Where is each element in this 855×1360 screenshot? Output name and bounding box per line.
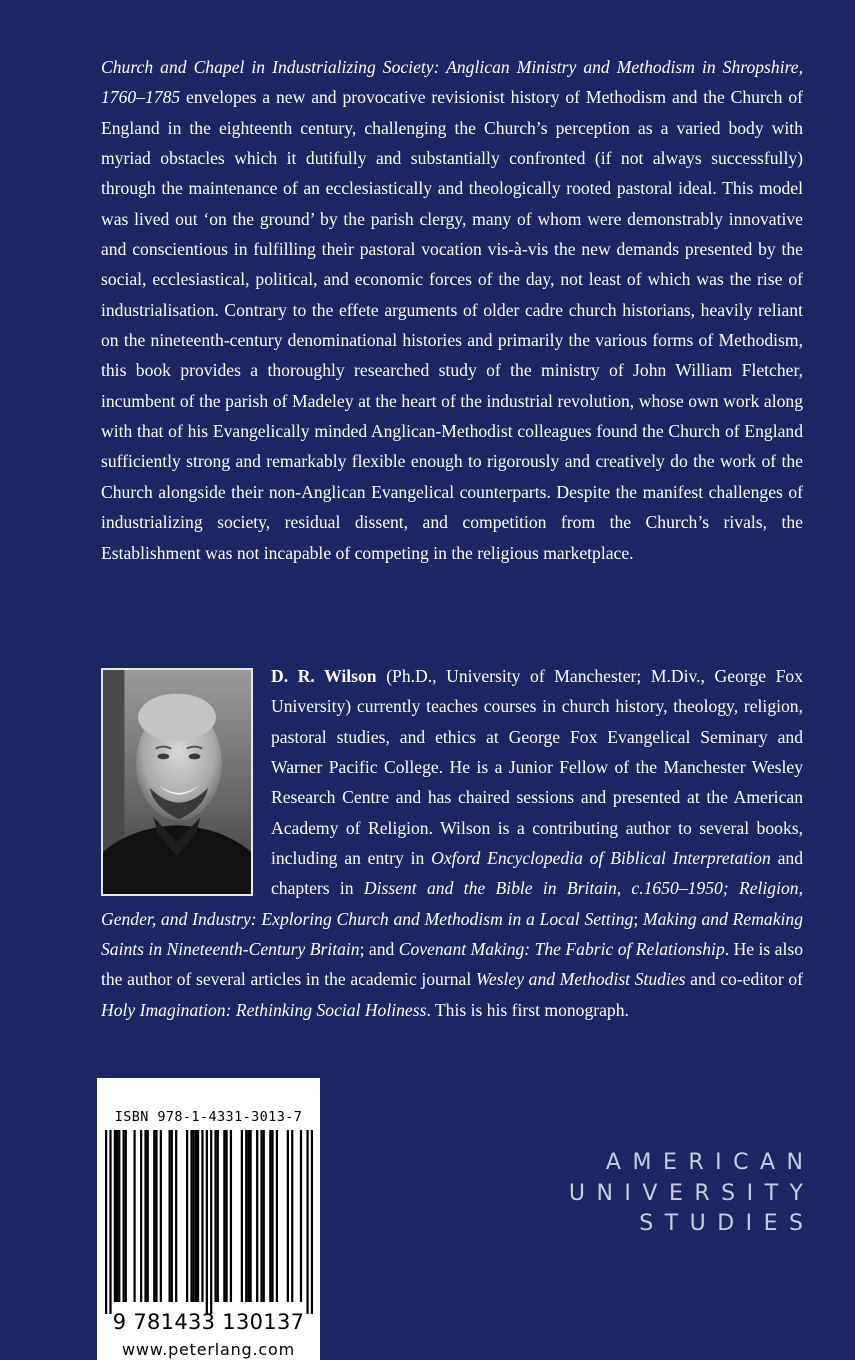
book-title: Church and Chapel in Industrializing Society: Anglican Ministry and Methodism in Shropshire, 1760–1785: [101, 57, 803, 108]
barcode-bar: [225, 1130, 227, 1302]
barcode-bar: [186, 1130, 188, 1302]
barcode-bar: [175, 1130, 177, 1302]
barcode-panel: [97, 1078, 320, 1360]
barcode-bar: [250, 1130, 252, 1302]
portrait-image: [103, 670, 251, 894]
barcode-bar: [206, 1130, 208, 1314]
ean-digits: 9 781433 130137: [112, 1310, 305, 1334]
barcode-bar: [210, 1130, 212, 1314]
barcode-bar: [116, 1130, 118, 1302]
book-description: [101, 52, 803, 568]
barcode-bar: [311, 1130, 313, 1314]
barcode-bar: [197, 1130, 199, 1302]
series-name: [568, 1148, 815, 1240]
barcode-bar: [144, 1130, 146, 1302]
barcode-image: [105, 1130, 313, 1314]
barcode-bar: [114, 1130, 116, 1302]
barcode-bar: [195, 1130, 197, 1302]
barcode-bar: [300, 1130, 302, 1302]
barcode-bar: [118, 1130, 120, 1302]
bio-text: and co-editor of: [685, 969, 803, 990]
author-photo: [101, 668, 253, 896]
bio-italic-4: Covenant Making: The Fabric of Relationship: [398, 939, 725, 960]
bio-italic-5: Wesley and Methodist Studies: [475, 969, 686, 990]
barcode-bar: [230, 1130, 232, 1302]
barcode-bar: [223, 1130, 225, 1302]
bio-italic-1: Oxford Encyclopedia of Biblical Interpretation: [431, 848, 771, 869]
author-name: D. R. Wilson: [271, 666, 377, 686]
barcode-bar: [140, 1130, 142, 1302]
barcode-bar: [245, 1130, 247, 1302]
barcode-bar: [214, 1130, 216, 1302]
barcode-bar: [271, 1130, 273, 1302]
description-text: envelopes a new and provocative revisionist history of Methodism and the Church of England in the eighteenth century, challenging the Church’s perception as a varied body with myriad obstacles which it dutifully and substantially confronted (if not always successfully) through the maintenance of an ecclesiastically and theologically rooted pastoral ideal. This model was lived out ‘on the ground’ by the parish clergy, many of whom were demonstrably innovative and conscientious in fulfilling their pastoral vocation vis-à-vis the new demands presented by the social, ecclesiastical, political, and economic forces of the day, not least of which was the rise of industrialisation. Contrary to the effete arguments of older cadre church historians, heavily reliant on the nineteenth-century denominational histories and primarily the various forms of Methodism, this book provides a thoroughly researched study of the ministry of John William Fletcher, incumbent of the parish of Madeley at the heart of the industrial revolution, whose own work along with that of his Evangelically minded Anglican-Methodist colleagues found the Church of England sufficiently strong and remarkably flexible enough to rigorously and creatively do the work of the Church alongside their non-Anglican Evangelical counterparts. Despite the manifest challenges of industrializing society, residual dissent, and competition from the Church’s rivals, the Establishment was not incapable of competing in the religious marketplace.: [101, 87, 803, 563]
bio-text: (Ph.D., University of Manchester; M.Div., George Fox University) currently teaches courses in church history, theology, religion, pastoral studies, and ethics at George Fox Evangelical Seminary and Warner Pacific College. He is a Junior Fellow of the Manchester Wesley Research Centre and has chaired sessions and presented at the American Academy of Religion. Wilson is a contributing author to several books, including an entry in: [271, 666, 803, 869]
publisher-url: www.peterlang.com: [122, 1340, 295, 1359]
isbn-label: ISBN 978-1-4331-3013-7: [114, 1109, 303, 1125]
barcode-bar: [109, 1130, 111, 1314]
barcode-bar: [168, 1130, 170, 1302]
barcode-bar: [256, 1130, 258, 1302]
barcode-bar: [201, 1130, 203, 1302]
bio-text: and chapters in: [271, 848, 803, 899]
bio-text: ; and: [359, 939, 399, 960]
barcode-bar: [153, 1130, 155, 1302]
barcode-bar: [217, 1130, 219, 1302]
barcode-bar: [241, 1130, 243, 1302]
barcode-bar: [133, 1130, 135, 1302]
barcode-bar: [125, 1130, 127, 1302]
barcode-bar: [306, 1130, 308, 1314]
bio-text: . This is his first monograph.: [426, 999, 629, 1020]
barcode-bar: [155, 1130, 157, 1302]
barcode-bar: [190, 1130, 192, 1302]
barcode-bar: [276, 1130, 278, 1302]
barcode-bar: [247, 1130, 249, 1302]
barcode-bar: [171, 1130, 173, 1302]
barcode-bar: [160, 1130, 162, 1302]
barcode-bar: [263, 1130, 265, 1302]
barcode-bar: [123, 1130, 125, 1302]
barcode-bar: [291, 1130, 293, 1302]
barcode-bar: [287, 1130, 289, 1302]
series-line-1: AMERICAN: [605, 1150, 815, 1175]
barcode-bar: [105, 1130, 107, 1314]
barcode-bar: [147, 1130, 149, 1302]
barcode-bar: [260, 1130, 262, 1302]
bio-text: ;: [633, 908, 643, 929]
barcode-bar: [269, 1130, 271, 1302]
series-line-3: STUDIES: [639, 1211, 815, 1236]
author-bio: [101, 661, 803, 1025]
barcode-bar: [193, 1130, 195, 1302]
bio-italic-3: Making and Remaking Saints in Nineteenth-Century Britain: [101, 908, 804, 960]
series-line-2: UNIVERSITY: [568, 1180, 815, 1206]
bio-text: . He is also the author of several articles in the academic journal: [101, 939, 803, 990]
bio-italic-2: Dissent and the Bible in Britain, c.1650–1950; Religion, Gender, and Industry: Exploring Church and Methodism in a Local Setting: [101, 878, 803, 929]
bio-italic-6: Holy Imagination: Rethinking Social Holiness: [101, 999, 427, 1020]
